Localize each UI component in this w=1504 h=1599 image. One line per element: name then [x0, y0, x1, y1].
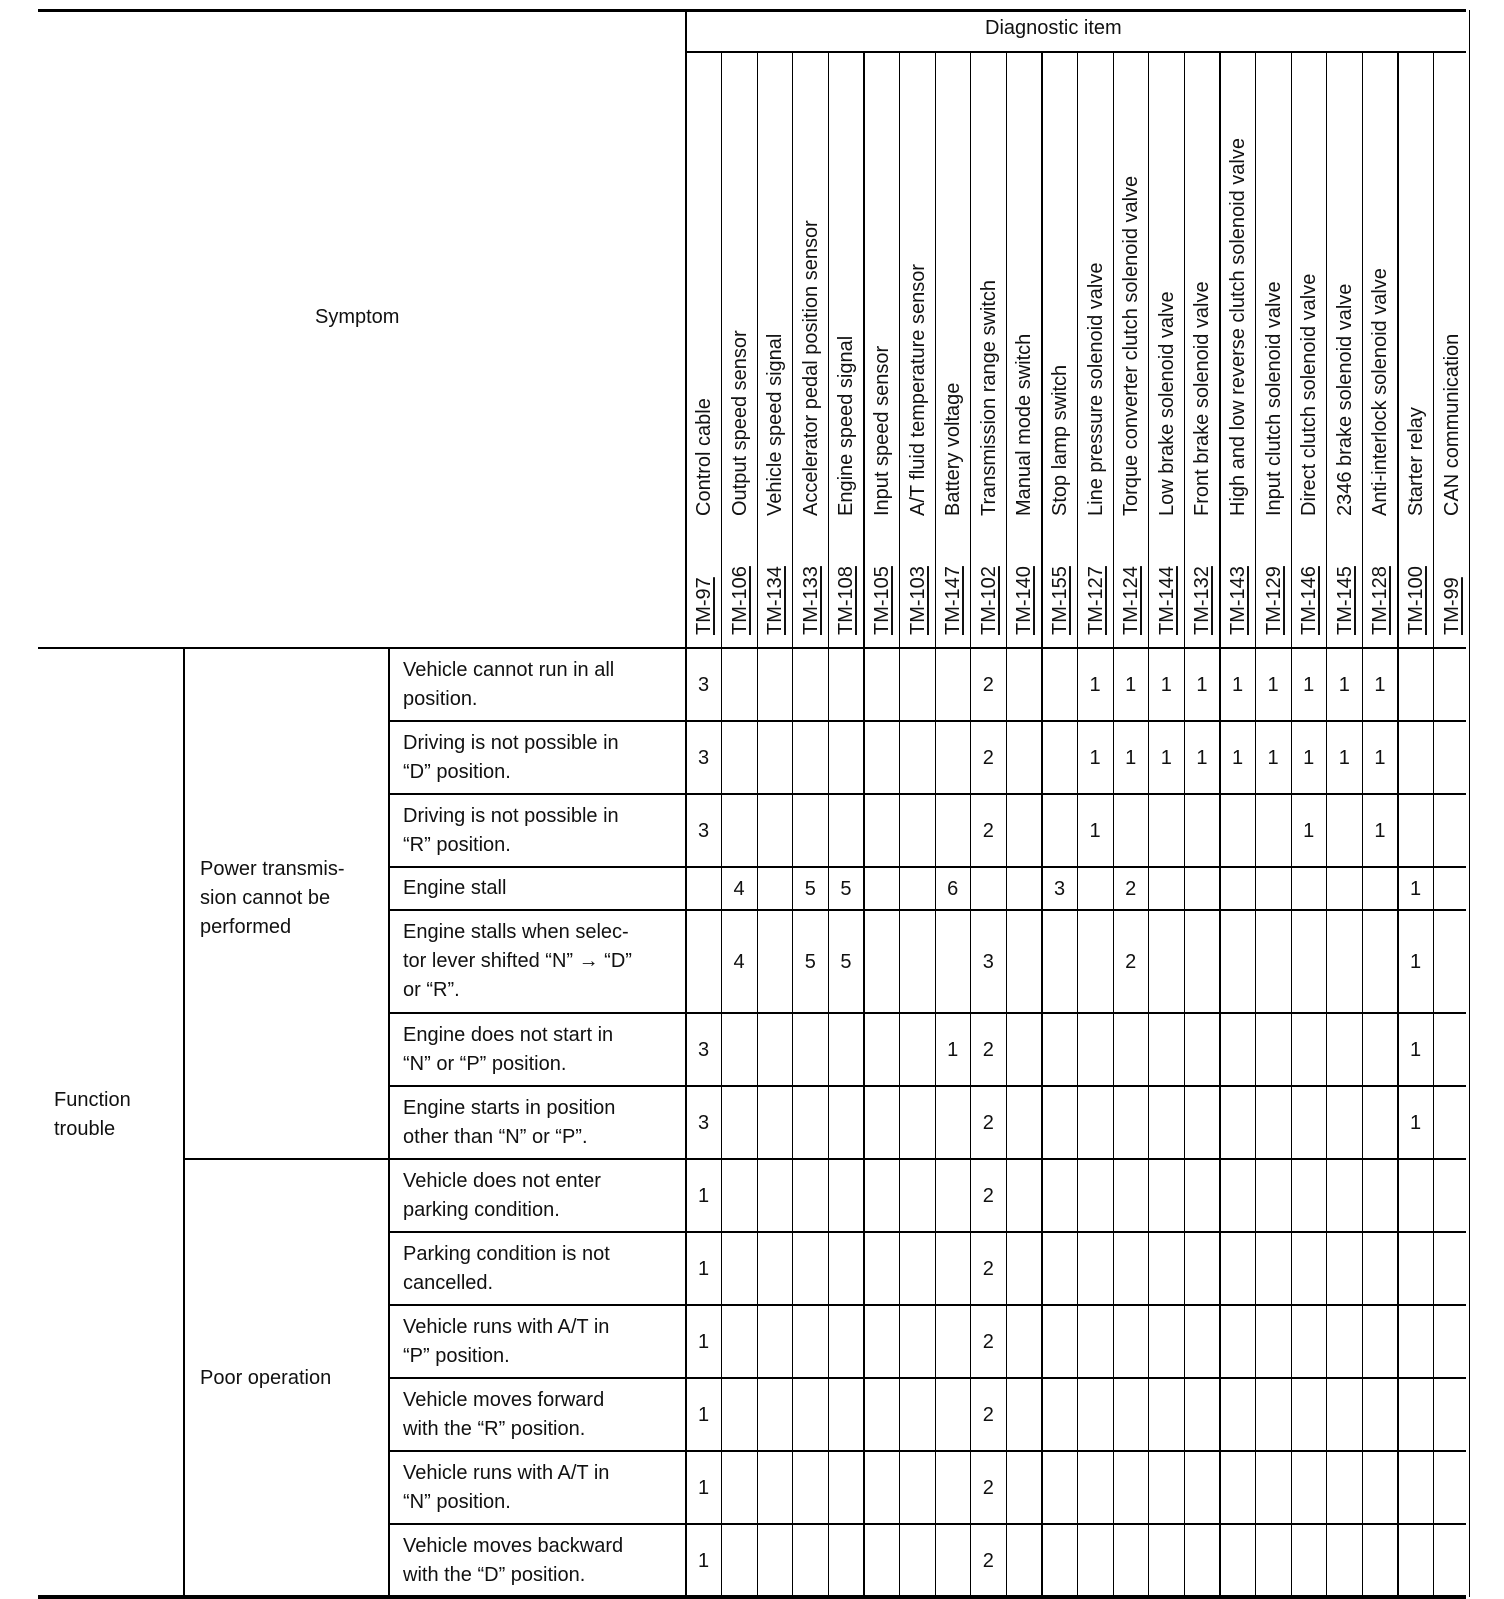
column-name: 2346 brake solenoid valve	[1333, 283, 1356, 516]
group-divider	[388, 648, 390, 1597]
priority-value: 1	[1125, 673, 1137, 696]
priority-value: 5	[840, 950, 852, 973]
group-label-line: Power transmis-	[200, 858, 345, 880]
column-ref-link[interactable]: TM-128	[1369, 566, 1392, 635]
column-name: Front brake solenoid valve	[1191, 281, 1214, 516]
symptom-text	[403, 1167, 601, 1225]
symptom-line: “P” position.	[403, 1344, 510, 1367]
symptom-line: other than “N” or “P”.	[403, 1125, 588, 1148]
priority-value: 1	[697, 1184, 710, 1207]
symptom-line: or “R”.	[403, 979, 460, 1001]
column-ref-link[interactable]: TM-106	[728, 566, 751, 635]
group-label-line: Poor operation	[200, 1366, 332, 1389]
column-name: A/T fluid temperature sensor	[906, 264, 929, 516]
priority-value: 2	[982, 1330, 994, 1353]
priority-value: 1	[1089, 746, 1101, 769]
symptom-text	[403, 1386, 604, 1444]
priority-value: 2	[982, 746, 994, 769]
column-divider	[863, 52, 864, 1597]
priority-value: 1	[697, 1476, 710, 1499]
priority-value: 3	[697, 1111, 710, 1134]
priority-value: 1	[1231, 673, 1244, 696]
priority-value: 3	[697, 746, 710, 769]
column-ref-link[interactable]: TM-133	[799, 566, 822, 635]
column-ref-link[interactable]: TM-144	[1155, 566, 1178, 635]
symptom-line: with the “R” position.	[403, 1417, 586, 1440]
symptom-line: Vehicle cannot run in all	[403, 658, 615, 681]
priority-value: 1	[1409, 950, 1422, 973]
symptom-line: Parking condition is not	[403, 1242, 610, 1265]
column-name: CAN communication	[1440, 333, 1463, 516]
category-divider	[183, 648, 185, 1597]
diagnostic-rule	[686, 51, 1466, 53]
column-ref-link[interactable]: TM-129	[1262, 566, 1285, 635]
column-ref-link[interactable]: TM-103	[906, 566, 929, 635]
column-ref-link[interactable]: TM-140	[1013, 566, 1036, 635]
priority-value: 1	[697, 1549, 710, 1572]
priority-value: 5	[804, 950, 816, 973]
group-label	[200, 1364, 331, 1393]
row-divider	[389, 720, 1466, 721]
symptom-line: Engine stalls when selec-	[403, 921, 629, 943]
symptom-line: position.	[403, 687, 478, 710]
row-divider	[389, 793, 1466, 794]
column-divider	[1433, 52, 1434, 1597]
right-divider	[1469, 10, 1470, 1597]
column-name: Torque converter clutch solenoid valve	[1120, 175, 1143, 516]
symptom-line: “N” position.	[403, 1490, 511, 1513]
priority-value: 2	[982, 1257, 994, 1280]
column-name: Control cable	[693, 398, 715, 516]
symptom-text	[403, 1532, 623, 1590]
column-ref-link[interactable]: TM-155	[1049, 566, 1071, 635]
priority-value: 5	[840, 877, 852, 900]
column-name: Battery voltage	[942, 382, 965, 516]
priority-value: 1	[697, 1257, 710, 1280]
row-divider	[389, 1523, 1466, 1524]
priority-value: 1	[1303, 746, 1315, 769]
column-divider	[721, 52, 722, 1597]
priority-value: 1	[1409, 1111, 1422, 1134]
category-label: Function trouble	[54, 1089, 131, 1140]
symptom-text	[403, 656, 614, 714]
column-divider	[899, 52, 900, 1597]
row-divider	[389, 1377, 1466, 1378]
priority-value: 1	[1338, 746, 1350, 769]
column-name: Accelerator pedal position sensor	[799, 220, 822, 516]
symptom-line: tor lever shifted “N” → “D”	[403, 950, 632, 972]
symptom-text	[403, 1313, 609, 1371]
priority-value: 1	[1374, 819, 1386, 842]
symptom-divider	[685, 10, 687, 1597]
priority-value: 2	[982, 1549, 994, 1572]
symptom-line: Vehicle runs with A/T in	[403, 1461, 610, 1484]
column-name: Manual mode switch	[1013, 333, 1036, 516]
priority-value: 2	[1125, 950, 1137, 973]
priority-value: 3	[697, 1038, 710, 1061]
row-divider	[184, 1158, 1466, 1159]
symptom-text	[403, 918, 632, 1005]
priority-value: 1	[1374, 746, 1386, 769]
symptom-text	[403, 729, 619, 787]
symptom-line: Engine does not start in	[403, 1023, 614, 1046]
column-ref-link[interactable]: TM-97	[693, 577, 715, 635]
priority-value: 3	[697, 673, 710, 696]
symptom-line: Engine starts in position	[403, 1096, 616, 1119]
priority-value: 2	[982, 1403, 994, 1426]
symptom-text	[403, 802, 619, 860]
column-divider	[757, 52, 758, 1597]
column-name: Transmission range switch	[977, 279, 1000, 516]
column-name: Engine speed signal	[835, 335, 858, 516]
column-name: Direct clutch solenoid valve	[1298, 273, 1321, 516]
column-name: Output speed sensor	[728, 330, 751, 516]
priority-value: 1	[697, 1330, 710, 1353]
column-name: Vehicle speed signal	[764, 333, 787, 516]
priority-value: 1	[1089, 819, 1101, 842]
priority-value: 1	[1409, 877, 1422, 900]
priority-value: 2	[982, 1038, 994, 1061]
priority-value: 1	[1160, 746, 1172, 769]
column-name: Anti-interlock solenoid valve	[1369, 268, 1392, 516]
symptom-text	[403, 874, 506, 903]
column-name: Line pressure solenoid valve	[1084, 262, 1107, 516]
symptom-line: “D” position.	[403, 760, 511, 783]
priority-value: 1	[1267, 673, 1279, 696]
symptom-line: parking condition.	[403, 1198, 560, 1221]
column-ref-link[interactable]: TM-132	[1191, 566, 1214, 635]
column-ref-link[interactable]: TM-99	[1440, 577, 1463, 635]
column-ref-link[interactable]: TM-145	[1333, 566, 1356, 635]
symptom-text	[403, 1240, 610, 1298]
column-ref-link[interactable]: TM-100	[1405, 566, 1427, 635]
symptom-text	[403, 1459, 609, 1517]
priority-value: 2	[1125, 877, 1137, 900]
column-divider	[1041, 52, 1042, 1597]
priority-value: 1	[1125, 746, 1137, 769]
column-name: Input clutch solenoid valve	[1262, 281, 1285, 516]
priority-value: 1	[1089, 673, 1101, 696]
diagnostic-item-header: Diagnostic item	[985, 17, 1122, 39]
priority-value: 1	[1338, 673, 1350, 696]
symptom-line: cancelled.	[403, 1271, 494, 1294]
priority-value: 2	[982, 819, 994, 842]
priority-value: 1	[1160, 673, 1172, 696]
symptom-line: Vehicle runs with A/T in	[403, 1315, 610, 1338]
top-rule	[38, 9, 1466, 12]
symptom-line: Vehicle moves backward	[403, 1534, 624, 1557]
symptom-line: Driving is not possible in	[403, 731, 619, 754]
priority-value: 1	[1409, 1038, 1422, 1061]
group-label-line: performed	[200, 916, 292, 938]
priority-value: 1	[1374, 673, 1386, 696]
symptom-text	[403, 1021, 613, 1079]
row-divider	[389, 1450, 1466, 1451]
symptom-line: Engine stall	[403, 877, 507, 899]
symptom-line: “N” or “P” position.	[403, 1052, 567, 1075]
priority-value: 1	[947, 1038, 959, 1061]
priority-value: 1	[1196, 673, 1208, 696]
column-ref-link[interactable]: TM-134	[764, 566, 787, 635]
bottom-rule	[38, 1595, 1466, 1599]
priority-value: 3	[982, 950, 994, 973]
priority-value: 1	[1231, 746, 1244, 769]
column-name: Input speed sensor	[871, 345, 893, 516]
symptom-line: Vehicle moves forward	[403, 1388, 605, 1411]
column-name: Stop lamp switch	[1049, 364, 1071, 516]
priority-value: 1	[1303, 819, 1315, 842]
priority-value: 3	[1053, 877, 1066, 900]
column-name: Low brake solenoid valve	[1155, 291, 1178, 516]
priority-value: 1	[697, 1403, 710, 1426]
row-divider	[389, 909, 1466, 910]
priority-value: 2	[982, 673, 994, 696]
priority-value: 1	[1267, 746, 1279, 769]
row-divider	[389, 1304, 1466, 1305]
priority-value: 6	[947, 877, 959, 900]
column-ref-link[interactable]: TM-105	[871, 566, 893, 635]
priority-value: 2	[982, 1111, 994, 1134]
symptom-line: with the “D” position.	[403, 1563, 586, 1586]
symptom-header: Symptom	[315, 306, 400, 328]
row-divider	[389, 1085, 1466, 1086]
symptom-line: “R” position.	[403, 833, 511, 856]
column-name: Starter relay	[1405, 407, 1427, 516]
row-divider	[389, 1231, 1466, 1232]
column-ref-link[interactable]: TM-143	[1227, 566, 1249, 635]
column-ref-link[interactable]: TM-102	[977, 566, 1000, 635]
priority-value: 3	[697, 819, 710, 842]
priority-value: 5	[804, 877, 816, 900]
row-divider	[389, 866, 1466, 867]
column-ref-link[interactable]: TM-147	[942, 566, 965, 635]
symptom-text	[403, 1094, 615, 1152]
priority-value: 2	[982, 1184, 994, 1207]
column-ref-link[interactable]: TM-124	[1120, 566, 1143, 635]
priority-value: 1	[1303, 673, 1315, 696]
header-rule	[38, 647, 1466, 649]
symptom-line: Driving is not possible in	[403, 804, 619, 827]
column-ref-link[interactable]: TM-146	[1298, 566, 1321, 635]
priority-value: 1	[1196, 746, 1208, 769]
column-ref-link[interactable]: TM-108	[835, 566, 858, 635]
priority-value: 4	[733, 877, 745, 900]
row-divider	[389, 1012, 1466, 1013]
group-label	[200, 855, 344, 942]
symptom-line: Vehicle does not enter	[403, 1169, 601, 1192]
column-ref-link[interactable]: TM-127	[1084, 566, 1107, 635]
column-name: High and low reverse clutch solenoid valve	[1227, 138, 1249, 516]
priority-value: 4	[733, 950, 745, 973]
priority-value: 2	[982, 1476, 994, 1499]
group-label-line: sion cannot be	[200, 887, 331, 909]
